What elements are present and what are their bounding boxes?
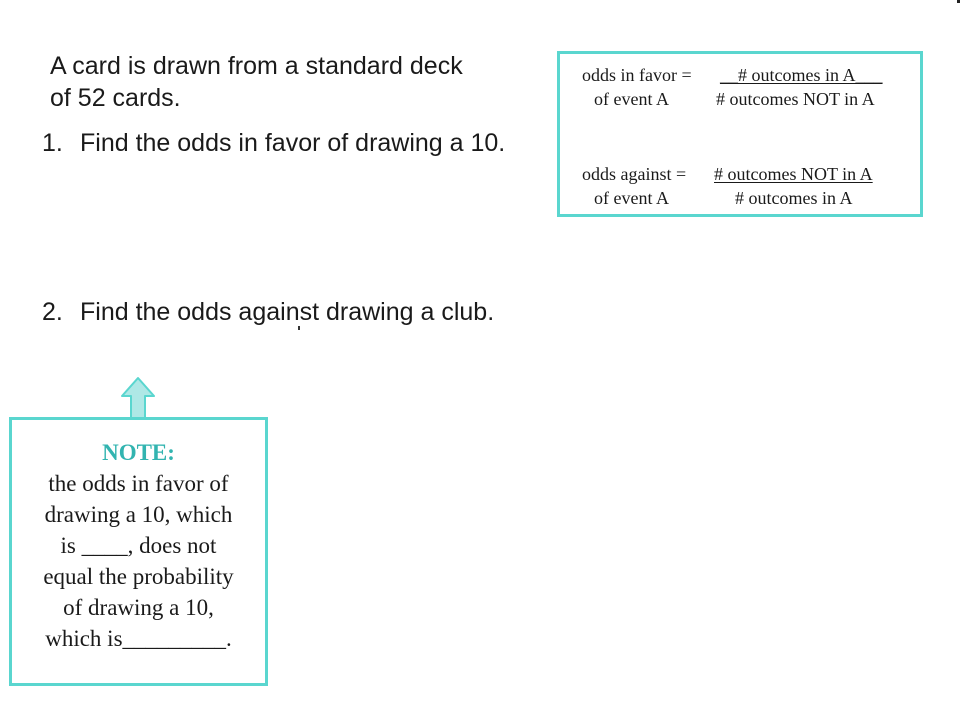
note-line-4: equal the probability bbox=[43, 564, 234, 589]
note-title: NOTE: bbox=[102, 440, 175, 465]
note-box bbox=[9, 417, 268, 686]
note-line-2: drawing a 10, which bbox=[44, 502, 233, 527]
odds-favor-denominator: # outcomes NOT in A bbox=[716, 89, 875, 109]
question-2-text: Find the odds against drawing a club. bbox=[80, 298, 495, 326]
odds-favor-event-label: of event A bbox=[594, 89, 669, 109]
problem-intro-line-2: of 52 cards. bbox=[50, 84, 181, 112]
question-2 bbox=[42, 296, 494, 328]
odds-against-event-label: of event A bbox=[594, 188, 669, 208]
odds-favor-numerator: __# outcomes in A___ bbox=[720, 65, 883, 85]
note-line-3: is ____, does not bbox=[60, 533, 217, 558]
note-line-6: which is_________. bbox=[45, 626, 232, 651]
question-1-number: 1. bbox=[42, 129, 63, 157]
question-1-text: Find the odds in favor of drawing a 10. bbox=[80, 129, 506, 157]
question-1 bbox=[42, 127, 505, 159]
note-line-5: of drawing a 10, bbox=[63, 595, 214, 620]
problem-intro-line-1: A card is drawn from a standard deck bbox=[50, 52, 463, 80]
up-arrow-icon bbox=[120, 376, 156, 420]
odds-favor-label: odds in favor = bbox=[582, 65, 692, 85]
note-line-1: the odds in favor of bbox=[48, 471, 229, 496]
stray-mark bbox=[298, 326, 300, 330]
question-2-number: 2. bbox=[42, 298, 63, 326]
odds-against-label: odds against = bbox=[582, 164, 687, 184]
formula-box bbox=[557, 51, 923, 217]
odds-against-denominator: # outcomes in A bbox=[735, 188, 853, 208]
odds-against-numerator: # outcomes NOT in A bbox=[714, 164, 873, 184]
problem-intro bbox=[50, 50, 530, 114]
